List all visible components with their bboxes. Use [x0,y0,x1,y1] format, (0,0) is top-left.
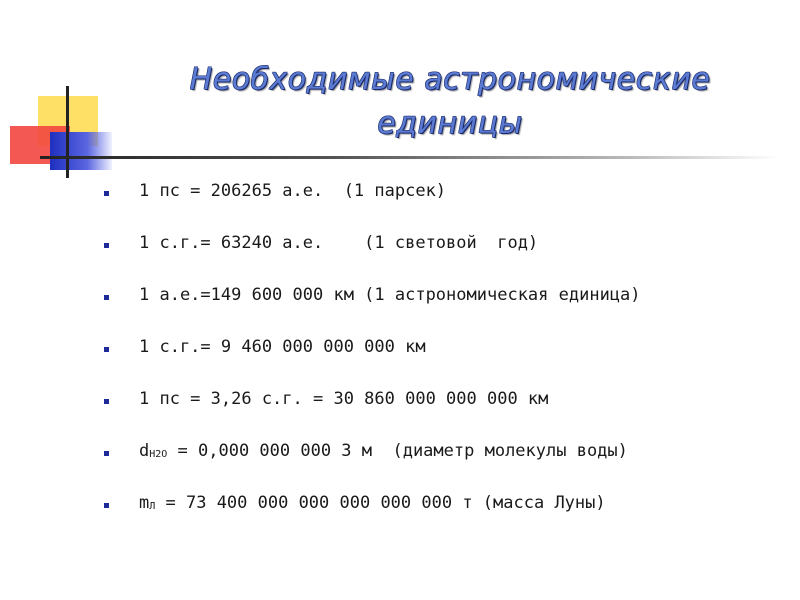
bullet-square-icon [104,347,109,352]
logo-blue-square [50,132,112,170]
bullet-list [104,178,641,542]
bullet-square-icon [104,503,109,508]
variable-m: m [139,493,150,513]
subscript-l: Л [149,500,156,512]
list-item [104,282,641,308]
list-item [104,386,641,412]
list-item-text: = 0,000 000 000 3 м (диаметр молекулы воды) [167,441,628,461]
logo-vertical-line [66,86,69,178]
bullet-square-icon [104,451,109,456]
slide-title [150,58,750,146]
list-item-text: 1 с.г.= 63240 а.е. (1 световой год) [139,233,539,253]
list-item-text: 1 с.г.= 9 460 000 000 000 км [139,337,426,357]
subscript-h2o: H2O [149,448,168,460]
list-item [104,438,641,464]
slide-title-line-2: единицы [377,106,523,141]
bullet-square-icon [104,243,109,248]
list-item-text: 1 пс = 206265 а.е. (1 парсек) [139,181,447,201]
decorative-logo [10,86,120,186]
list-item-text: 1 а.е.=149 600 000 км (1 астрономическая единица) [139,285,641,305]
list-item-text: 1 пс = 3,26 с.г. = 30 860 000 000 000 км [139,389,549,409]
bullet-square-icon [104,399,109,404]
list-item [104,490,641,516]
bullet-square-icon [104,295,109,300]
bullet-square-icon [104,191,109,196]
variable-d: d [139,441,150,461]
list-item [104,178,641,204]
slide-title-line-1: Необходимые астрономические [189,62,711,97]
list-item-text: = 73 400 000 000 000 000 000 т (масса Луны) [155,493,606,513]
list-item [104,334,641,360]
title-underline [40,156,780,159]
list-item [104,230,641,256]
